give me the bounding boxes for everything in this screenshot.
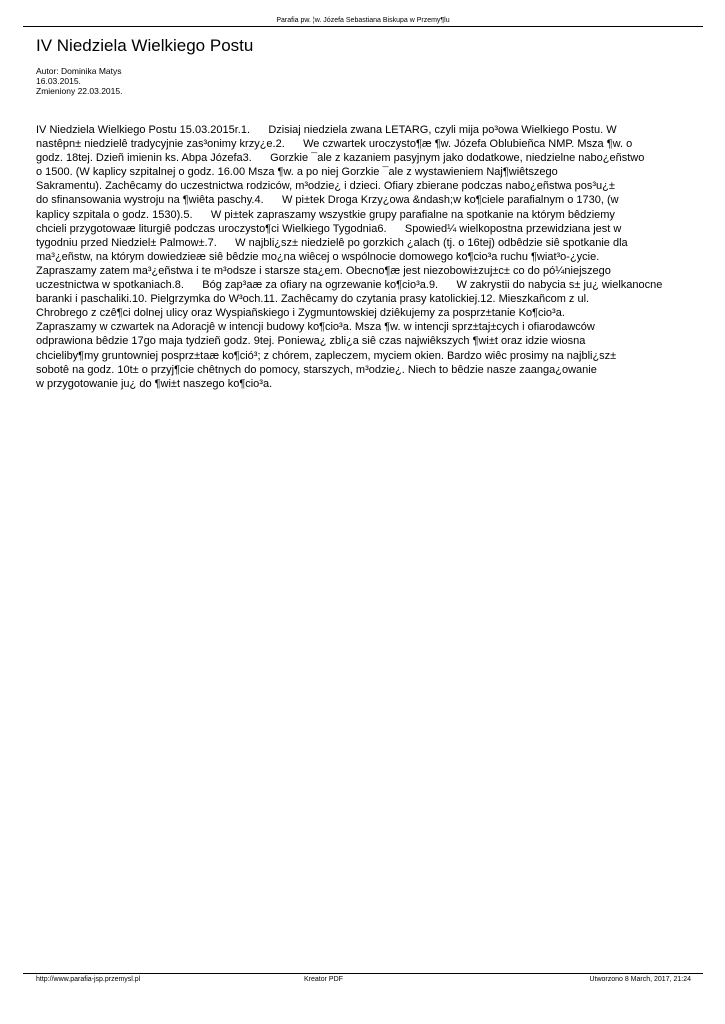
body-line: kaplicy szpitala o godz. 1530).5. W pi±tek zapraszamy wszystkie grupy parafialne na spotkanie na którym bêdziemy: [36, 208, 615, 221]
running-header: Parafia pw. ¦w. Józefa Sebastiana Biskupa w Przemy¶lu: [23, 8, 703, 27]
article-title: IV Niedziela Wielkiego Postu: [36, 36, 254, 55]
body-line: godz. 18tej. Dzieñ imienin ks. Abpa Józefa3. Gorzkie ¯ale z kazaniem pasyjnym jako dodatkowe, niedzielne nabo¿eñstwo: [36, 152, 645, 165]
body-line: Zapraszamy w czwartek na Adoracjê w intencji budowy ko¶cio³a. Msza ¶w. w intencji sprz±taj±cych i ofiarodawców: [36, 321, 595, 334]
body-line: baranki i paschaliki.10. Pielgrzymka do W³och.11. Zachêcamy do czytania prasy katolickiej.12. Mieszkañcom z ul.: [36, 293, 590, 306]
body-line: nastêpn± niedzielê tradycyjnie zas³onimy krzy¿e.2. We czwartek uroczysto¶æ ¶w. Józefa Oblubieñca NMP. Msza ¶w. o: [36, 138, 633, 151]
body-line: IV Niedziela Wielkiego Postu 15.03.2015r.1. Dzisiaj niedziela zwana LETARG, czyli mija po³owa Wielkiego Postu. W: [36, 124, 617, 136]
body-line: o 1500. (W kaplicy szpitalnej o godz. 16.00 Msza ¶w. a po niej Gorzkie ¯ale z wystawieniem Naj¶wiêtszego: [36, 166, 558, 179]
body-line: Chrobrego z czê¶ci dolnej ulicy oraz Wyspiañskiego i Zygmuntowskiej dziêkujemy za posprz±tanie Ko¶cio³a.: [36, 307, 565, 320]
created-date: 16.03.2015.: [36, 76, 81, 86]
article-body: [36, 123, 725, 403]
body-line: uczestnictwa w spotkaniach.8. Bóg zap³aæ za ofiary na ogrzewanie ko¶cio³a.9. W zakrystii do nabycia s± ju¿ wielkanocne: [36, 279, 663, 292]
body-line: ma³¿eñstw, na którym dowiedzieæ siê bêdzie mo¿na wiêcej o wspólnocie domowego ko¶cio³a ruchu ¶wiat³o-¿ycie.: [36, 250, 600, 263]
body-line: do sfinansowania wystroju na ¶wiêta paschy.4. W pi±tek Droga Krzy¿owa &ndash;w ko¶ciele parafialnym o 1730, (w: [36, 194, 619, 207]
footer-divider: [23, 973, 703, 974]
body-line: chcieliby¶my gruntowniej posprz±taæ ko¶ció³; z chórem, zapleczem, myciem okien. Bardzo wiêc prosimy na najbli¿sz±: [36, 349, 617, 362]
body-line: odprawiona bêdzie 17go maja tydzieñ godz. 9tej. Poniewa¿ zbli¿a siê czas najwiêkszych ¶wi±t oraz idzie wiosna: [36, 335, 586, 348]
author-line: Autor: Dominika Matys: [36, 66, 122, 76]
modified-date: Zmieniony 22.03.2015.: [36, 86, 123, 96]
footer-created: Utworzono 8 March, 2017, 21:24: [589, 976, 691, 983]
body-line: chcieli przygotowaæ liturgiê podczas uroczysto¶ci Wielkiego Tygodnia6. Spowied¼ wielkopostna przewidziana jest w: [36, 222, 622, 235]
page-footer: [36, 976, 691, 986]
article-meta: [36, 66, 122, 96]
footer-url[interactable]: http://www.parafia-jsp.przemysl.pl: [36, 976, 141, 983]
body-line: Sakramentu). Zachêcamy do uczestnictwa rodziców, m³odzie¿ i dzieci. Ofiary zbierane podczas nabo¿eñstwa pos³u¿±: [36, 180, 615, 193]
footer-generator: Kreator PDF: [304, 976, 343, 983]
body-line: sobotê na godz. 10t± o przyj¶cie chêtnych do pomocy, starszych, m³odzie¿. Niech to bêdzie nasze zaanga¿owanie: [36, 363, 597, 376]
body-line: w przygotowanie ju¿ do ¶wi±t naszego ko¶cio³a.: [36, 377, 273, 390]
body-line: tygodniu przed Niedziel± Palmow±.7. W najbli¿sz± niedzielê po gorzkich ¿alach (tj. o 16tej) odbêdzie siê spotkanie dla: [36, 236, 628, 249]
body-line: Zapraszamy zatem ma³¿eñstwa i te m³odsze i starsze sta¿em. Obecno¶æ jest niezobowi±zuj±c± co do pó¼niejszego: [36, 264, 611, 277]
